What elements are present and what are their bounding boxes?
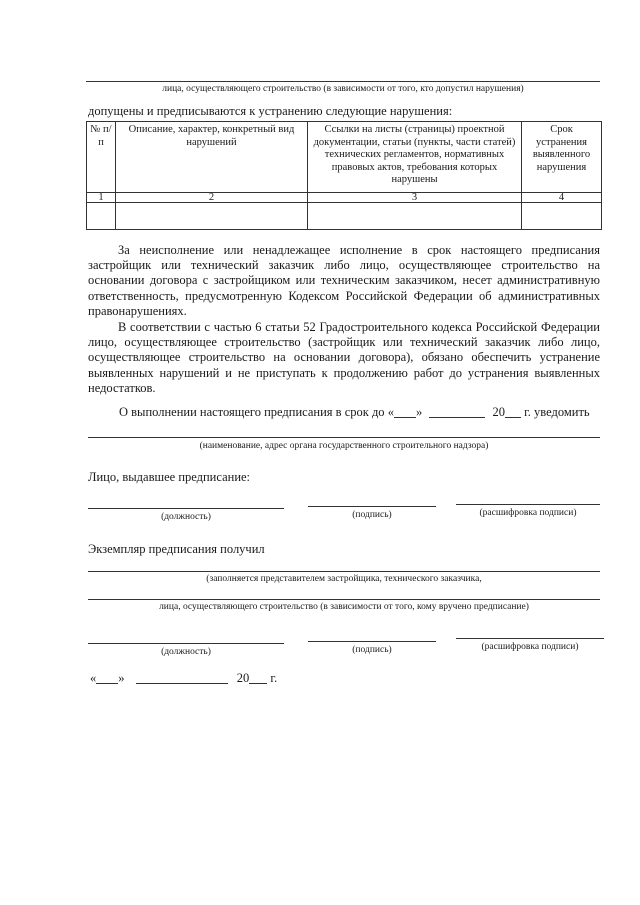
receiver-decoding-caption: (расшифровка подписи) (481, 642, 579, 652)
violations-table (86, 121, 602, 230)
receiver-caption-2: лица, осуществляющего строительство (в зависимости от того, кому вручено предписание) (159, 602, 529, 612)
table-cell[interactable] (87, 203, 116, 230)
notify-year-prefix: 20 (492, 405, 505, 419)
date-open-quote: « (90, 671, 97, 685)
receiver-signature-line[interactable] (308, 641, 436, 642)
receiver-position-line[interactable] (88, 643, 284, 644)
receiver-decoding-line[interactable] (456, 638, 604, 639)
notify-month-field[interactable] (429, 417, 485, 418)
receiver-line-1[interactable] (88, 571, 600, 572)
table-header-row (87, 122, 602, 193)
receiver-signature-caption: (подпись) (352, 645, 392, 655)
notify-day-field[interactable] (394, 417, 416, 418)
authority-line[interactable] (88, 437, 600, 438)
receiver-line-2[interactable] (88, 599, 600, 600)
col-number-3: 3 (308, 193, 522, 203)
header-description: Описание, характер, конкретный вид нарушений (116, 122, 308, 193)
date-day-field[interactable] (96, 683, 118, 684)
violator-caption: лица, осуществляющего строительство (в зависимости от того, кто допустил нарушения) (162, 84, 524, 94)
date-line (90, 671, 277, 686)
issuer-signature-line[interactable] (308, 506, 436, 507)
header-deadline: Срок устранения выявленного нарушения (522, 122, 602, 193)
violator-line (86, 81, 600, 82)
intro-text: допущены и предписываются к устранению следующие нарушения: (88, 104, 453, 118)
notify-prefix: О выполнении настоящего предписания в срок до (119, 405, 385, 419)
table-number-row (87, 193, 602, 203)
issuer-position-line[interactable] (88, 508, 284, 509)
liability-paragraph: За неисполнение или ненадлежащее исполнение в срок настоящего предписания застройщик или технический заказчик либо лицо, осуществляющее строительство на основании договора с застройщиком или техническим заказчиком, несет административную ответственность, предусмотренную Кодексом Российской Федерации об административных правонарушениях. (88, 243, 600, 318)
receiver-caption-1: (заполняется представителем застройщика, технического заказчика, (206, 574, 482, 584)
issuer-position-caption: (должность) (161, 512, 211, 522)
authority-caption: (наименование, адрес органа государственного строительного надзора) (199, 441, 489, 451)
col-number-1: 1 (87, 193, 116, 203)
issuer-decoding-line[interactable] (456, 504, 600, 505)
notify-line (119, 405, 590, 420)
notify-open-quote: « (387, 405, 394, 419)
date-month-field[interactable] (136, 683, 228, 684)
issuer-label: Лицо, выдавшее предписание: (88, 470, 251, 484)
issuer-decoding-caption: (расшифровка подписи) (479, 508, 577, 518)
notify-suffix: г. уведомить (524, 405, 590, 419)
table-cell[interactable] (116, 203, 308, 230)
receiver-position-caption: (должность) (161, 647, 211, 657)
receiver-label: Экземпляр предписания получил (88, 542, 265, 556)
date-close-quote: » (118, 671, 125, 685)
obligation-paragraph: В соответствии с частью 6 статьи 52 Градостроительного кодекса Российской Федерации лицо, осуществляющее строительство (застройщик или технический заказчик либо лицо, осуществляющее строительство на основании договора), обязано обеспечить устранение выявленных нарушений и не приступать к продолжению работ до устранения выявленных недостатков. (88, 320, 600, 395)
notify-close-quote: » (415, 405, 423, 419)
date-year-field[interactable] (249, 683, 267, 684)
header-number: № п/п (87, 122, 116, 193)
notify-year-field[interactable] (505, 417, 521, 418)
date-year-prefix: 20 (236, 671, 250, 685)
col-number-2: 2 (116, 193, 308, 203)
issuer-signature-caption: (подпись) (352, 510, 392, 520)
header-references: Ссылки на листы (страницы) проектной документации, статьи (пункты, части статей) технических регламентов, нормативных правовых актов, требования которых нарушены (308, 122, 522, 193)
table-cell[interactable] (522, 203, 602, 230)
table-cell[interactable] (308, 203, 522, 230)
col-number-4: 4 (522, 193, 602, 203)
table-row (87, 203, 602, 230)
date-year-suffix: г. (270, 671, 278, 685)
